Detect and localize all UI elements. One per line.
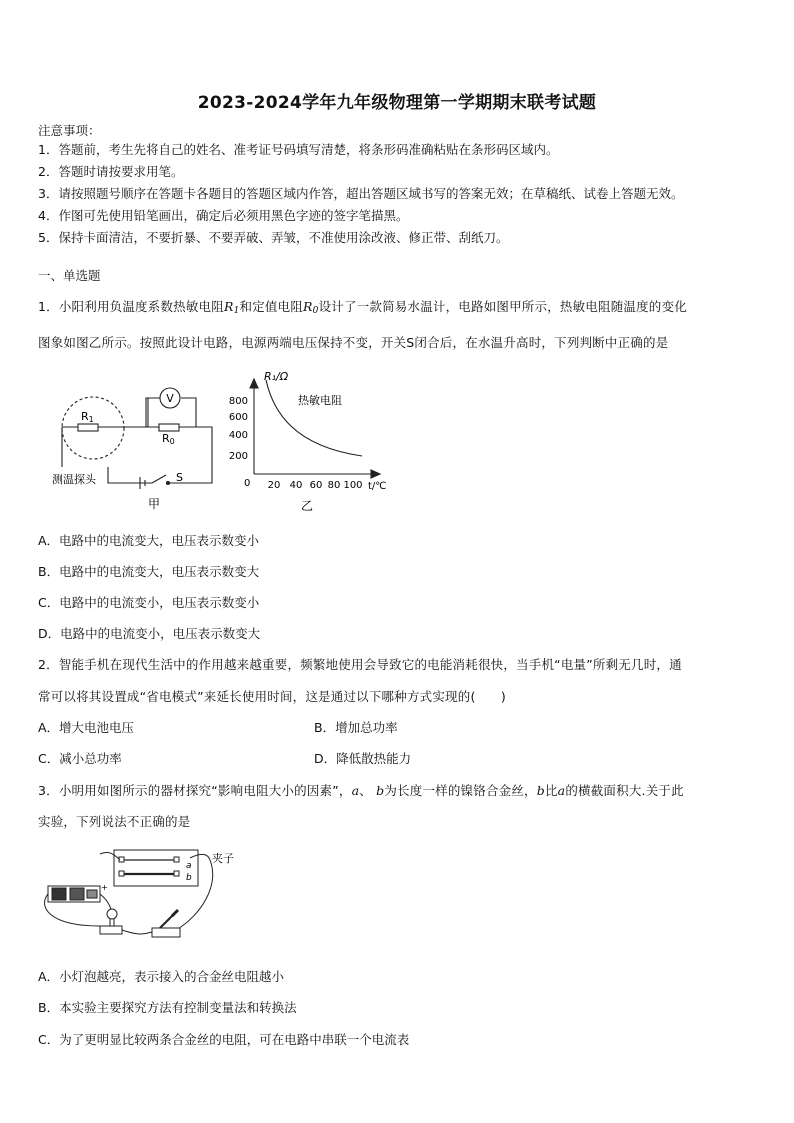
q3-option-c: C．为了更明显比较两条合金丝的电阻，可在电路中串联一个电流表 bbox=[38, 1032, 410, 1047]
wire-b-symbol: b bbox=[376, 783, 385, 798]
wire-a-label: a bbox=[186, 861, 192, 871]
clip-label: 夹子 bbox=[212, 852, 234, 865]
switch-label: S bbox=[176, 471, 183, 484]
q2-stem-line1: 2．智能手机在现代生活中的作用越来越重要，频繁地使用会导致它的电能消耗很快，当手机“电量”所剩无几时，通 bbox=[38, 657, 682, 672]
r1-label: R1 bbox=[81, 410, 94, 424]
section-title: 一、单选题 bbox=[38, 268, 101, 283]
q2-option-b: B．增加总功率 bbox=[314, 720, 398, 735]
y-axis-label: R₁/Ω bbox=[264, 370, 289, 383]
r0-resistor bbox=[159, 424, 179, 431]
q3-text-a: 3．小明用如图所示的器材探究“影响电阻大小的因素”， bbox=[38, 783, 352, 798]
x-tick-label: 20 bbox=[267, 480, 281, 491]
notice-item: 3．请按照题号顺序在答题卡各题目的答题区域内作答，超出答题区域书写的答案无效；在草稿纸、试卷上答题无效。 bbox=[38, 186, 684, 201]
q1-stem-line2: 图象如图乙所示。按照此设计电路，电源两端电压保持不变，开关S闭合后，在水温升高时，下列判断中正确的是 bbox=[38, 335, 669, 350]
r1-resistor bbox=[78, 424, 98, 431]
q3-option-b: B．本实验主要探究方法有控制变量法和转换法 bbox=[38, 1000, 297, 1015]
q3-text-c: 比 bbox=[544, 783, 558, 798]
q2-stem-line2: 常可以将其设置成“省电模式”来延长使用时间，这是通过以下哪种方式实现的( ) bbox=[38, 689, 507, 704]
knife-switch-icon bbox=[160, 914, 174, 928]
y-tick-label: 400 bbox=[228, 430, 248, 441]
r0-symbol: R bbox=[303, 299, 313, 314]
wire-b-symbol: b bbox=[536, 783, 545, 798]
y-tick-label: 200 bbox=[228, 451, 248, 462]
x-axis-label: t/℃ bbox=[368, 481, 387, 492]
page-title: 2023-2024学年九年级物理第一学期期末联考试题 bbox=[197, 93, 597, 113]
q3-stem-line1 bbox=[38, 781, 684, 799]
q3-option-a: A．小灯泡越亮，表示接入的合金丝电阻越小 bbox=[38, 969, 285, 984]
q1-stem-line1 bbox=[38, 297, 687, 316]
q2-option-c: C．减小总功率 bbox=[38, 751, 122, 766]
rt-curve bbox=[266, 380, 362, 456]
voltmeter-label: V bbox=[166, 392, 174, 405]
q1-option-b: B．电路中的电流变大，电压表示数变大 bbox=[38, 564, 260, 579]
switch-blade bbox=[152, 475, 166, 483]
r1-subscript: 1 bbox=[233, 306, 240, 316]
notice-item: 5．保持卡面清洁，不要折暴、不要弄破、弄皱，不准使用涂改液、修正带、刮纸刀。 bbox=[38, 230, 509, 245]
q3-separator: 、 bbox=[359, 783, 372, 798]
q1-text-a: 1．小阳利用负温度系数热敏电阻 bbox=[38, 299, 224, 314]
r0-label: R0 bbox=[162, 432, 175, 446]
lamp-base bbox=[100, 926, 122, 934]
q3-text-b: 为长度一样的镍铬合金丝， bbox=[384, 783, 537, 798]
q2-option-d: D．降低散热能力 bbox=[314, 751, 412, 766]
circuit-caption: 甲 bbox=[148, 497, 161, 511]
rt-graph bbox=[228, 368, 398, 520]
x-tick-label: 60 bbox=[309, 480, 323, 491]
lamp-switch-lead bbox=[122, 930, 152, 934]
probe-label: 测温探头 bbox=[52, 473, 96, 486]
q1-text-b: 和定值电阻 bbox=[239, 299, 304, 314]
y-tick-label: 800 bbox=[228, 396, 248, 407]
wire-a-symbol: a bbox=[351, 783, 360, 798]
lamp-bulb-icon bbox=[107, 909, 117, 919]
q1-text-c: 设计了一款简易水温计，电路如图甲所示，热敏电阻随温度的变化 bbox=[318, 299, 687, 314]
q3-stem-line2: 实验，下列说法不正确的是 bbox=[38, 814, 191, 829]
r0-subscript: 0 bbox=[312, 306, 319, 316]
apparatus-figure bbox=[40, 846, 255, 946]
switch-contact bbox=[167, 482, 170, 485]
q3-text-d: 的横截面积大.关于此 bbox=[565, 783, 684, 798]
y-axis-arrow bbox=[250, 379, 258, 388]
q1-option-a: A．电路中的电流变大，电压表示数变小 bbox=[38, 533, 260, 548]
x-tick-label: 80 bbox=[327, 480, 341, 491]
notice-item: 2．答题时请按要求用笔。 bbox=[38, 164, 184, 179]
x-axis-arrow bbox=[371, 470, 380, 478]
graph-caption: 乙 bbox=[301, 499, 314, 513]
circuit-diagram bbox=[48, 384, 223, 519]
q1-option-c: C．电路中的电流变小，电压表示数变小 bbox=[38, 595, 260, 610]
x-tick-label: 40 bbox=[289, 480, 303, 491]
origin-label: 0 bbox=[244, 478, 251, 489]
curve-label: 热敏电阻 bbox=[298, 394, 342, 407]
wire-b-label: b bbox=[186, 873, 192, 883]
r1-symbol: R bbox=[223, 299, 234, 314]
battery-plus-sign: + bbox=[101, 883, 108, 892]
wire-a-symbol: a bbox=[557, 783, 566, 798]
notice-item: 1．答题前，考生先将自己的姓名、准考证号码填写清楚，将条形码准确粘贴在条形码区域内。 bbox=[38, 142, 559, 157]
notice-list bbox=[38, 143, 683, 253]
q2-option-a: A．增大电池电压 bbox=[38, 720, 135, 735]
q1-option-d: D．电路中的电流变小，电压表示数变大 bbox=[38, 626, 261, 641]
switch-base bbox=[152, 928, 180, 937]
notice-heading: 注意事项： bbox=[38, 123, 101, 138]
x-tick-label: 100 bbox=[343, 480, 363, 491]
y-tick-label: 600 bbox=[228, 412, 248, 423]
notice-item: 4．作图可先使用铅笔画出，确定后必须用黑色字迹的签字笔描黑。 bbox=[38, 208, 409, 223]
